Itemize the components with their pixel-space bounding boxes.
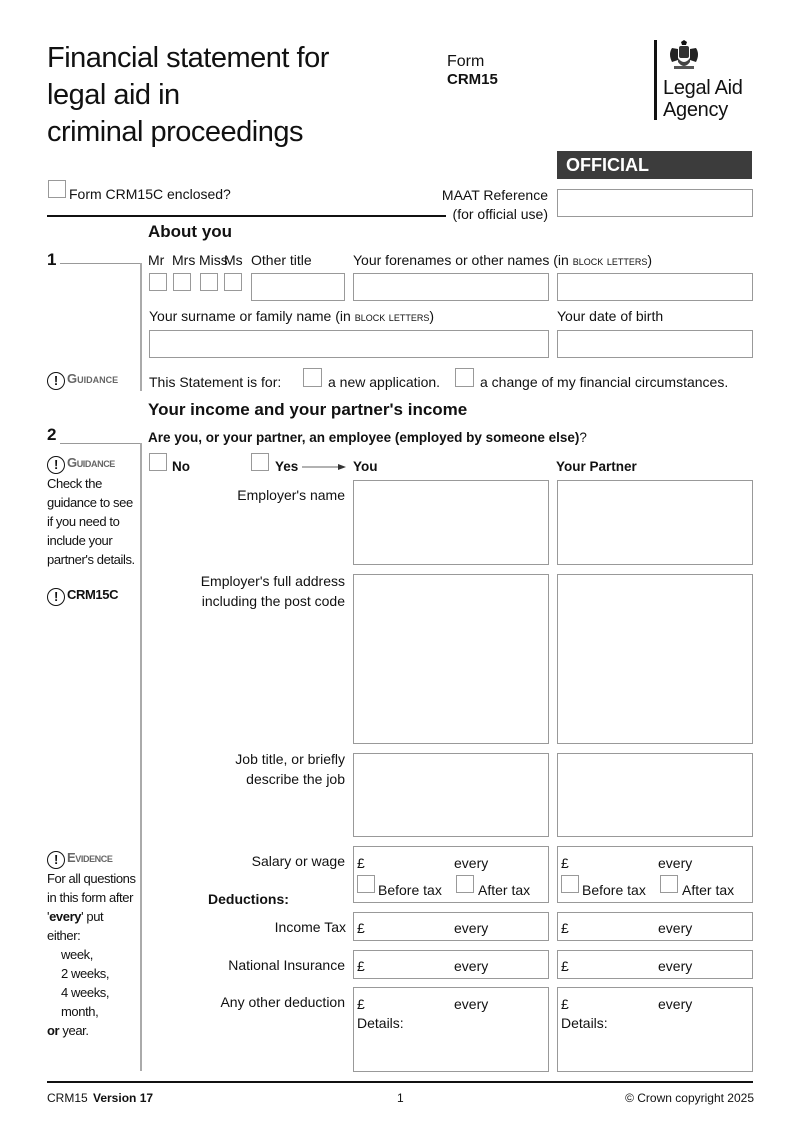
evidence-note <box>47 848 139 1040</box>
every-label: every <box>454 958 489 974</box>
title-miss-checkbox[interactable] <box>200 273 218 291</box>
section-2-connector <box>60 443 141 444</box>
question-mark: ? <box>579 430 587 445</box>
title-line-3: criminal proceedings <box>47 116 303 148</box>
period-option: week, <box>61 947 93 962</box>
section-2-number: 2 <box>47 425 57 444</box>
block-letters-note: block letters <box>354 309 430 324</box>
guidance-text-line: Check the <box>47 476 102 491</box>
details-label: Details: <box>357 1015 404 1031</box>
guidance-link[interactable] <box>47 453 139 474</box>
you-salary-field[interactable] <box>353 846 549 903</box>
maat-label-line-1: MAAT Reference <box>441 187 548 203</box>
copyright: © Crown copyright 2025 <box>625 1091 754 1105</box>
title-line-2: legal aid in <box>47 79 180 111</box>
title-line-1: Financial statement for <box>47 42 329 74</box>
every-label: every <box>454 855 489 871</box>
footer-form-code: CRM15 <box>47 1091 88 1105</box>
evidence-link[interactable] <box>47 848 139 869</box>
you-employer-name-field[interactable] <box>353 480 549 565</box>
forenames-label-text: Your forenames or other names (in <box>353 252 573 268</box>
every-label: every <box>658 996 693 1012</box>
footer-version: Version 17 <box>93 1091 154 1105</box>
employee-question <box>148 430 587 445</box>
evidence-put-either: ' put either: <box>47 909 104 943</box>
form-title <box>47 40 329 151</box>
classification-banner: OFFICIAL <box>557 151 752 179</box>
new-application-label: a new application. <box>328 374 441 390</box>
section-1-guidance-link[interactable] <box>47 370 118 390</box>
partner-income-tax-field[interactable] <box>557 912 753 941</box>
currency-symbol: £ <box>561 958 569 974</box>
currency-symbol: £ <box>357 855 365 871</box>
guidance-text-line: include your <box>47 533 113 548</box>
guidance-text-line: partner's details. <box>47 552 135 567</box>
every-label: every <box>454 996 489 1012</box>
section-2-guidance-note <box>47 453 139 569</box>
partner-employer-name-field[interactable] <box>557 480 753 565</box>
change-circumstances-label: a change of my financial circumstances. <box>480 374 729 390</box>
before-tax-label: Before tax <box>378 882 442 898</box>
job-title-label-line: Job title, or briefly <box>235 751 345 767</box>
exclamation-icon: ! <box>47 588 65 606</box>
section-2-sidebar-line <box>140 443 142 1071</box>
change-circumstances-checkbox[interactable] <box>455 368 474 387</box>
evidence-text-line <box>47 1021 139 1040</box>
form-code: CRM15 <box>447 71 498 88</box>
evidence-text-line: 'every' put either: <box>47 909 104 943</box>
employer-address-label-line: including the post code <box>201 593 345 609</box>
guidance-label: Guidance <box>67 455 115 470</box>
employee-yes-label: Yes <box>275 459 299 474</box>
partner-job-title-field[interactable] <box>557 753 753 837</box>
you-employer-address-field[interactable] <box>353 574 549 744</box>
exclamation-icon: ! <box>47 456 65 474</box>
title-mr-checkbox[interactable] <box>149 273 167 291</box>
partner-national-insurance-field[interactable] <box>557 950 753 979</box>
crm15c-label: CRM15C <box>67 587 119 602</box>
logo-line-2: Agency <box>663 99 728 121</box>
exclamation-icon: ! <box>47 851 65 869</box>
partner-after-tax-checkbox[interactable] <box>660 875 678 893</box>
job-title-label <box>150 749 345 789</box>
block-letters-note: block letters <box>572 253 648 268</box>
income-tax-label: Income Tax <box>274 919 346 935</box>
salary-label: Salary or wage <box>251 853 345 869</box>
page-number: 1 <box>397 1091 404 1105</box>
title-mr-label: Mr <box>148 252 165 268</box>
other-title-label: Other title <box>251 252 312 268</box>
new-application-checkbox[interactable] <box>303 368 322 387</box>
forename-field-1[interactable] <box>353 273 549 301</box>
period-option-year: year. <box>59 1023 89 1038</box>
partner-salary-field[interactable] <box>557 846 753 903</box>
employer-address-label-line: Employer's full address <box>200 573 345 589</box>
after-tax-label: After tax <box>682 882 735 898</box>
evidence-text-line: in this form after <box>47 890 133 905</box>
section-1-connector <box>60 263 141 264</box>
exclamation-icon: ! <box>47 372 65 390</box>
section-1-number: 1 <box>47 250 57 269</box>
section-about-you-heading: About you <box>148 222 233 241</box>
you-national-insurance-field[interactable] <box>353 950 549 979</box>
partner-before-tax-checkbox[interactable] <box>561 875 579 893</box>
date-of-birth-field[interactable] <box>557 330 753 358</box>
arrow-right-icon <box>302 462 346 472</box>
details-label: Details: <box>561 1015 608 1031</box>
maat-reference-label <box>440 186 548 224</box>
currency-symbol: £ <box>561 996 569 1012</box>
title-ms-checkbox[interactable] <box>224 273 242 291</box>
currency-symbol: £ <box>357 958 365 974</box>
currency-symbol: £ <box>561 920 569 936</box>
guidance-text-line: guidance to see <box>47 495 133 510</box>
statement-for-label: This Statement is for: <box>149 374 282 390</box>
you-income-tax-field[interactable] <box>353 912 549 941</box>
you-job-title-field[interactable] <box>353 753 549 837</box>
employer-address-label <box>150 571 345 611</box>
deductions-label: Deductions: <box>208 891 289 907</box>
crm15c-enclosed-label: Form CRM15C enclosed? <box>69 186 231 202</box>
maat-label-line-2: (for official use) <box>452 206 548 222</box>
before-tax-label: Before tax <box>582 882 646 898</box>
crm15c-enclosed-checkbox[interactable] <box>48 180 66 198</box>
partner-other-deduction-field[interactable] <box>557 987 753 1072</box>
employer-name-label: Employer's name <box>237 487 345 503</box>
header-rule <box>47 215 446 217</box>
national-insurance-label: National Insurance <box>228 957 345 973</box>
employee-no-checkbox[interactable] <box>149 453 167 471</box>
currency-symbol: £ <box>357 920 365 936</box>
form-label: Form <box>447 53 485 70</box>
every-word: every <box>49 909 82 924</box>
guidance-label: Guidance <box>67 371 119 386</box>
logo-divider <box>654 40 657 120</box>
forename-field-2[interactable] <box>557 273 753 301</box>
agency-logo-text <box>663 77 743 121</box>
evidence-label: Evidence <box>67 850 113 865</box>
guidance-text-line: if you need to <box>47 514 120 529</box>
other-deduction-label: Any other deduction <box>220 994 345 1010</box>
employee-no-label: No <box>172 459 190 474</box>
surname-label <box>149 308 434 324</box>
maat-reference-field[interactable] <box>557 189 753 217</box>
or-word: or <box>47 1023 60 1038</box>
logo-line-1: Legal Aid <box>663 77 743 99</box>
surname-field[interactable] <box>149 330 549 358</box>
you-before-tax-checkbox[interactable] <box>357 875 375 893</box>
footer-rule <box>47 1081 753 1083</box>
title-mrs-label: Mrs <box>172 252 196 268</box>
every-label: every <box>658 958 693 974</box>
you-column-header: You <box>353 459 378 474</box>
deductions-label-text: Deductions <box>208 891 285 907</box>
surname-label-text: Your surname or family name (in <box>149 308 355 324</box>
forenames-label <box>353 252 652 268</box>
every-label: every <box>658 855 693 871</box>
dob-label: Your date of birth <box>557 308 664 324</box>
currency-symbol: £ <box>357 996 365 1012</box>
crm15c-reference-link[interactable] <box>47 585 118 606</box>
currency-symbol: £ <box>561 855 569 871</box>
after-tax-label: After tax <box>478 882 531 898</box>
other-title-field[interactable] <box>251 273 345 301</box>
you-after-tax-checkbox[interactable] <box>456 875 474 893</box>
every-label: every <box>658 920 693 936</box>
employee-yes-checkbox[interactable] <box>251 453 269 471</box>
partner-employer-address-field[interactable] <box>557 574 753 744</box>
title-mrs-checkbox[interactable] <box>173 273 191 291</box>
section-income-heading: Your income and your partner's income <box>148 400 468 419</box>
partner-column-header: Your Partner <box>556 459 637 474</box>
period-option: 4 weeks, <box>61 985 110 1000</box>
section-1-sidebar-line <box>140 263 142 391</box>
evidence-text-line: For all questions <box>47 871 136 886</box>
surname-label-close: ) <box>429 308 434 324</box>
period-option: 2 weeks, <box>61 966 110 981</box>
royal-crest-icon <box>664 40 704 74</box>
title-ms-label: Ms <box>224 252 243 268</box>
every-label: every <box>454 920 489 936</box>
employee-question-text: Are you, or your partner, an employee (employed by someone else) <box>148 430 580 445</box>
title-miss-label: Miss <box>199 252 228 268</box>
period-option: month, <box>61 1004 99 1019</box>
forenames-label-close: ) <box>647 252 653 268</box>
you-other-deduction-field[interactable] <box>353 987 549 1072</box>
job-title-label-line: describe the job <box>246 771 345 787</box>
